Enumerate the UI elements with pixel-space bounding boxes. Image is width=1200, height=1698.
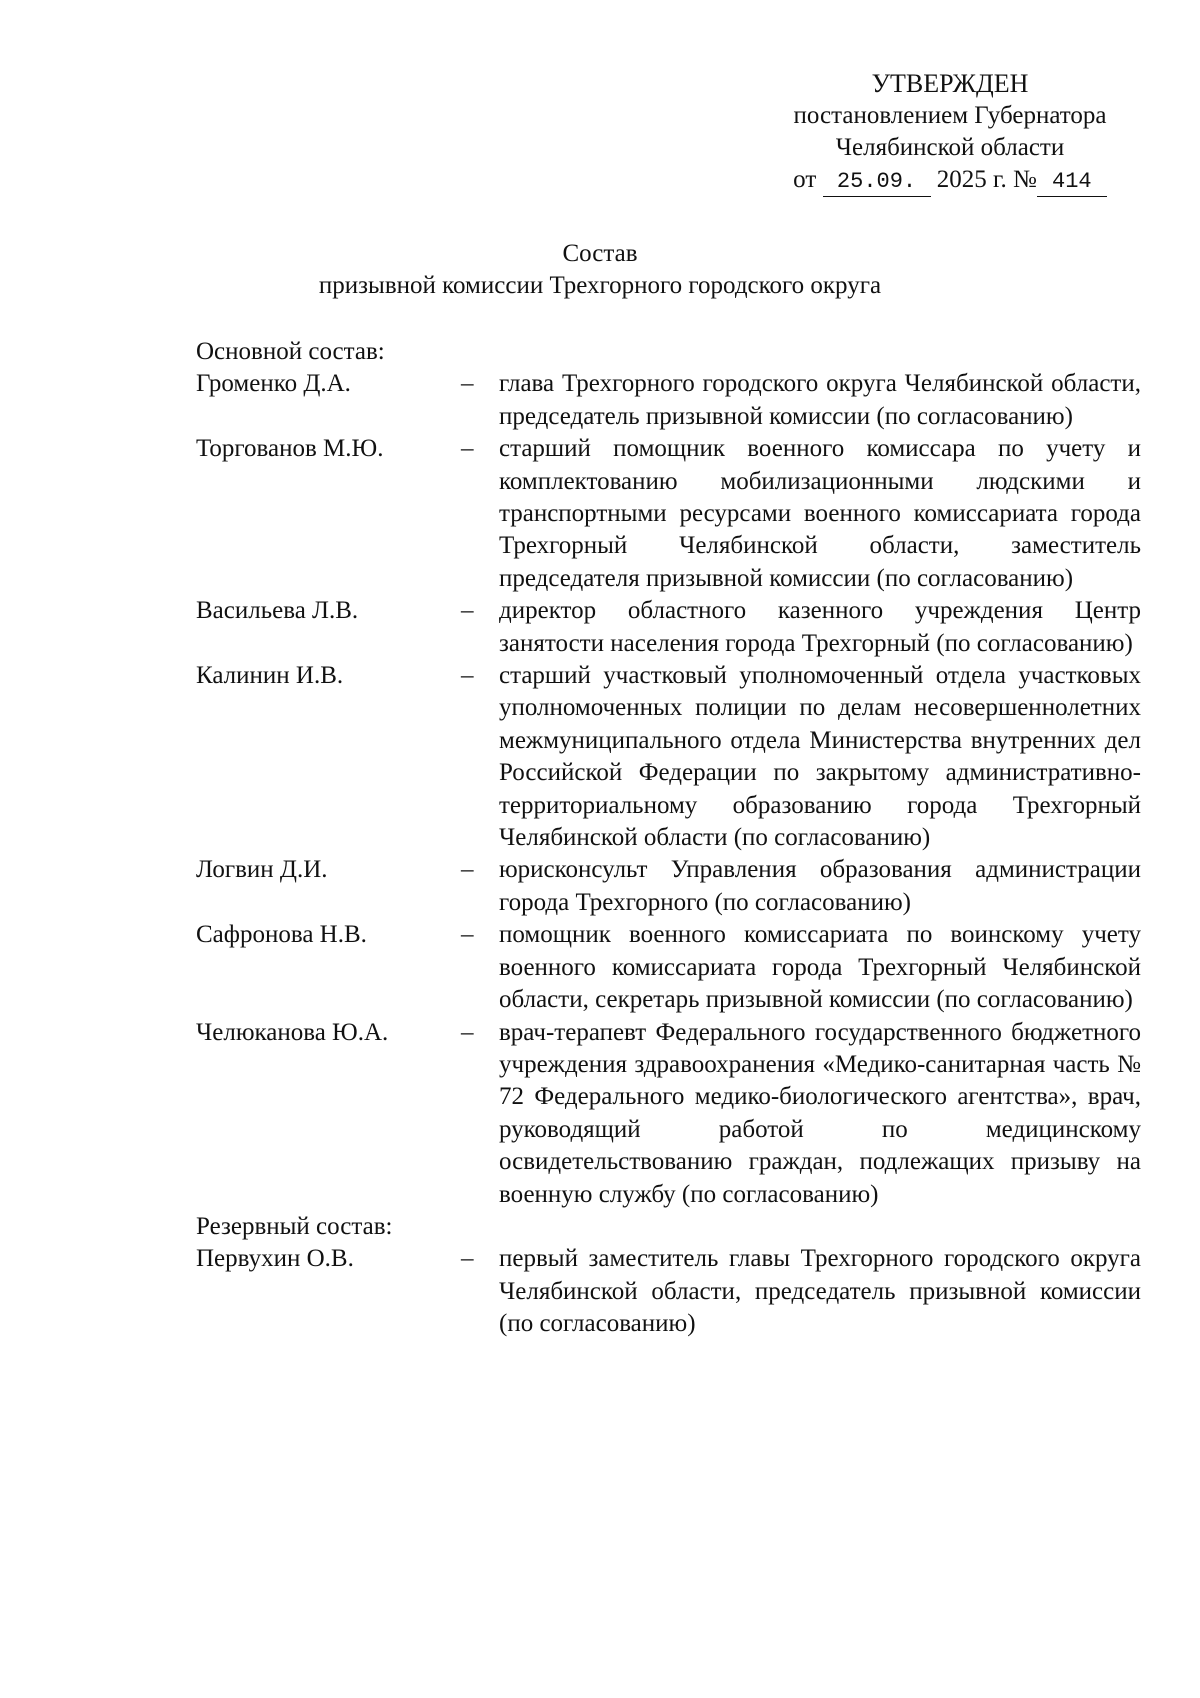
- member-name: Сафронова Н.В.: [196, 921, 367, 949]
- member-row: [196, 595, 1141, 660]
- member-row: [196, 854, 1141, 919]
- member-description: помощник военного комиссариата по воинскому учету военного комиссариата города Трехгорный Челябинской области, секретарь призывной комиссии (по согласованию): [499, 921, 1141, 1014]
- member-description: глава Трехгорного городского округа Челябинской области, председатель призывной комиссии (по согласованию): [499, 370, 1141, 430]
- approval-line-2: Челябинской области: [835, 134, 1065, 161]
- member-row: [196, 368, 1141, 433]
- dash: –: [461, 435, 474, 463]
- member-row: [196, 919, 1141, 1016]
- main-section-label: Основной состав:: [196, 338, 385, 365]
- dash: –: [461, 597, 474, 625]
- member-description: старший участковый уполномоченный отдела участковых уполномоченных полиции по делам несовершеннолетних межмуниципального отдела Министерства внутренних дел Российской Федерации по закрытому административно-территориальному образованию города Трехгорный Челябинской области (по согласованию): [499, 662, 1141, 852]
- title-line-1: Состав: [562, 240, 638, 267]
- member-name: Васильева Л.В.: [196, 597, 359, 625]
- member-row: [196, 660, 1141, 854]
- member-description: директор областного казенного учреждения Центр занятости населения города Трехгорный (по согласованию): [499, 597, 1141, 657]
- dash: –: [461, 921, 474, 949]
- reserve-section-label: Резервный состав:: [196, 1212, 393, 1240]
- date-value: 25.09.: [823, 168, 931, 197]
- dash: –: [461, 370, 474, 398]
- member-row: [196, 1017, 1141, 1211]
- approval-heading: УТВЕРЖДЕН: [871, 69, 1029, 98]
- member-row: [196, 433, 1141, 595]
- document-number: 414: [1037, 168, 1107, 197]
- member-name: Логвин Д.И.: [196, 856, 328, 884]
- member-name: Челюканова Ю.А.: [196, 1018, 389, 1046]
- date-suffix: 2025 г. №: [936, 166, 1037, 193]
- date-prefix: от: [793, 166, 817, 193]
- title-line-2: призывной комиссии Трехгорного городского округа: [318, 272, 882, 299]
- member-description: старший помощник военного комиссара по учету и комплектованию мобилизационными людскими и транспортными ресурсами военного комиссариата города Трехгорный Челябинской области, заместитель председателя призывной комиссии (по согласованию): [499, 435, 1141, 592]
- members-list: [196, 336, 1141, 1341]
- document-title: [0, 238, 1200, 302]
- member-name: Калинин И.В.: [196, 662, 344, 690]
- approval-line-1: постановлением Губернатора: [793, 102, 1107, 129]
- member-row: [196, 1243, 1141, 1340]
- member-description: врач-терапевт Федерального государственного бюджетного учреждения здравоохранения «Медико-санитарная часть № 72 Федерального медико-биологического агентства», врач, руководящий работой по медицинскому освидетельствованию граждан, подлежащих призыву на военную службу (по согласованию): [499, 1018, 1141, 1208]
- approval-date-line: [760, 164, 1140, 197]
- dash: –: [461, 856, 474, 884]
- member-description: юрисконсульт Управления образования администрации города Трехгорного (по согласованию): [499, 856, 1141, 916]
- dash: –: [461, 662, 474, 690]
- member-description: первый заместитель главы Трехгорного городского округа Челябинской области, председатель призывной комиссии (по согласованию): [499, 1245, 1141, 1338]
- member-name: Первухин О.В.: [196, 1245, 354, 1273]
- dash: –: [461, 1245, 474, 1273]
- dash: –: [461, 1018, 474, 1046]
- member-name: Громенко Д.А.: [196, 370, 351, 398]
- member-name: Торгованов М.Ю.: [196, 435, 384, 463]
- approval-block: [760, 68, 1140, 197]
